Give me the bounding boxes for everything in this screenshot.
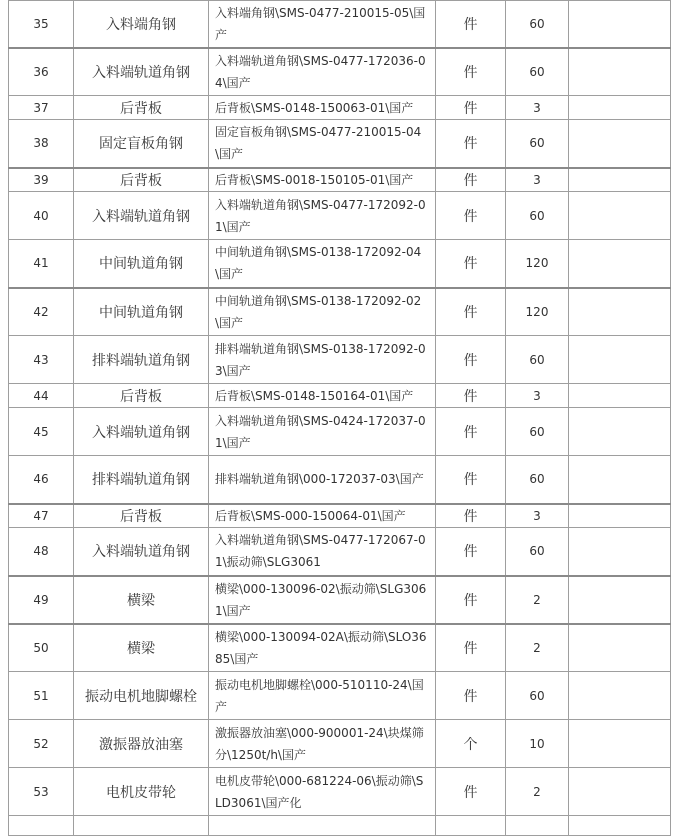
part-remark [569,768,671,816]
part-quantity: 2 [506,576,569,624]
part-unit: 个 [436,720,506,768]
part-name [74,816,209,836]
part-quantity: 60 [506,408,569,456]
row-number: 36 [9,48,74,96]
part-remark [569,624,671,672]
row-number: 49 [9,576,74,624]
row-number: 50 [9,624,74,672]
part-unit: 件 [436,528,506,576]
part-remark [569,168,671,192]
row-number: 46 [9,456,74,504]
part-unit: 件 [436,624,506,672]
part-name: 后背板 [74,96,209,120]
part-unit: 件 [436,192,506,240]
part-spec: 排料端轨道角钢\000-172037-03\国产 [209,456,436,504]
part-unit: 件 [436,240,506,288]
part-remark [569,504,671,528]
part-unit: 件 [436,336,506,384]
part-quantity: 3 [506,384,569,408]
part-spec: 横梁\000-130096-02\振动筛\SLG3061\国产 [209,576,436,624]
part-unit: 件 [436,168,506,192]
part-spec: 入料端轨道角钢\SMS-0477-172067-01\振动筛\SLG3061 [209,528,436,576]
part-remark [569,288,671,336]
part-quantity: 60 [506,192,569,240]
row-number: 38 [9,120,74,168]
part-spec: 排料端轨道角钢\SMS-0138-172092-03\国产 [209,336,436,384]
part-unit: 件 [436,456,506,504]
part-remark [569,240,671,288]
row-number: 47 [9,504,74,528]
part-spec: 入料端轨道角钢\SMS-0477-172036-04\国产 [209,48,436,96]
part-spec: 入料端轨道角钢\SMS-0424-172037-01\国产 [209,408,436,456]
part-remark [569,408,671,456]
part-unit: 件 [436,576,506,624]
part-remark [569,384,671,408]
row-number: 45 [9,408,74,456]
part-quantity: 3 [506,96,569,120]
part-quantity: 10 [506,720,569,768]
part-name: 排料端轨道角钢 [74,456,209,504]
part-unit [436,816,506,836]
part-spec: 后背板\SMS-0018-150105-01\国产 [209,168,436,192]
part-remark [569,1,671,48]
part-name: 电机皮带轮 [74,768,209,816]
table-row [9,624,671,672]
row-number: 42 [9,288,74,336]
part-remark [569,336,671,384]
part-name: 入料端轨道角钢 [74,528,209,576]
part-remark [569,48,671,96]
part-unit: 件 [436,120,506,168]
table-row [9,672,671,720]
part-name: 入料端轨道角钢 [74,48,209,96]
row-number: 53 [9,768,74,816]
part-spec [209,816,436,836]
table-row [9,120,671,168]
table-row [9,408,671,456]
table-row [9,576,671,624]
table-row [9,48,671,96]
row-number: 51 [9,672,74,720]
row-number: 48 [9,528,74,576]
part-remark [569,120,671,168]
part-spec: 固定盲板角钢\SMS-0477-210015-04\国产 [209,120,436,168]
part-unit: 件 [436,288,506,336]
part-unit: 件 [436,768,506,816]
part-quantity: 2 [506,768,569,816]
part-quantity: 3 [506,168,569,192]
part-name: 入料端轨道角钢 [74,192,209,240]
part-remark [569,672,671,720]
part-quantity: 60 [506,120,569,168]
parts-list-sheet [8,0,670,836]
part-unit: 件 [436,672,506,720]
part-name: 中间轨道角钢 [74,240,209,288]
row-number: 52 [9,720,74,768]
table-row [9,288,671,336]
part-quantity: 60 [506,456,569,504]
part-spec: 后背板\SMS-000-150064-01\国产 [209,504,436,528]
row-number [9,816,74,836]
part-name: 横梁 [74,576,209,624]
part-name: 横梁 [74,624,209,672]
table-row [9,1,671,48]
part-quantity: 120 [506,240,569,288]
part-quantity: 60 [506,672,569,720]
table-row [9,456,671,504]
part-spec: 横梁\000-130094-02A\振动筛\SLO3685\国产 [209,624,436,672]
part-unit: 件 [436,1,506,48]
table-row [9,96,671,120]
part-remark [569,96,671,120]
part-name: 后背板 [74,384,209,408]
part-remark [569,456,671,504]
part-name: 后背板 [74,504,209,528]
part-unit: 件 [436,96,506,120]
part-spec: 中间轨道角钢\SMS-0138-172092-04\国产 [209,240,436,288]
part-name: 中间轨道角钢 [74,288,209,336]
part-spec: 后背板\SMS-0148-150063-01\国产 [209,96,436,120]
part-spec: 电机皮带轮\000-681224-06\振动筛\SLD3061\国产化 [209,768,436,816]
table-row [9,816,671,836]
spare-parts-table [8,0,671,836]
part-unit: 件 [436,408,506,456]
part-spec: 入料端角钢\SMS-0477-210015-05\国产 [209,1,436,48]
part-spec: 入料端轨道角钢\SMS-0477-172092-01\国产 [209,192,436,240]
part-remark [569,576,671,624]
part-quantity [506,816,569,836]
part-name: 入料端轨道角钢 [74,408,209,456]
row-number: 44 [9,384,74,408]
part-unit: 件 [436,384,506,408]
table-row [9,504,671,528]
table-row [9,240,671,288]
part-spec: 中间轨道角钢\SMS-0138-172092-02\国产 [209,288,436,336]
part-spec: 后背板\SMS-0148-150164-01\国产 [209,384,436,408]
part-name: 激振器放油塞 [74,720,209,768]
part-remark [569,192,671,240]
row-number: 37 [9,96,74,120]
table-row [9,528,671,576]
part-unit: 件 [436,48,506,96]
table-row [9,336,671,384]
part-quantity: 120 [506,288,569,336]
row-number: 40 [9,192,74,240]
part-quantity: 3 [506,504,569,528]
table-row [9,384,671,408]
part-name: 固定盲板角钢 [74,120,209,168]
part-name: 振动电机地脚螺栓 [74,672,209,720]
part-remark [569,720,671,768]
row-number: 39 [9,168,74,192]
part-quantity: 60 [506,528,569,576]
table-row [9,720,671,768]
part-name: 排料端轨道角钢 [74,336,209,384]
part-remark [569,816,671,836]
part-quantity: 60 [506,1,569,48]
part-remark [569,528,671,576]
table-row [9,168,671,192]
part-quantity: 60 [506,336,569,384]
table-row [9,192,671,240]
row-number: 35 [9,1,74,48]
part-name: 入料端角钢 [74,1,209,48]
part-spec: 振动电机地脚螺栓\000-510110-24\国产 [209,672,436,720]
part-quantity: 2 [506,624,569,672]
part-quantity: 60 [506,48,569,96]
part-name: 后背板 [74,168,209,192]
table-row [9,768,671,816]
row-number: 41 [9,240,74,288]
part-spec: 激振器放油塞\000-900001-24\块煤筛分\1250t/h\国产 [209,720,436,768]
row-number: 43 [9,336,74,384]
part-unit: 件 [436,504,506,528]
